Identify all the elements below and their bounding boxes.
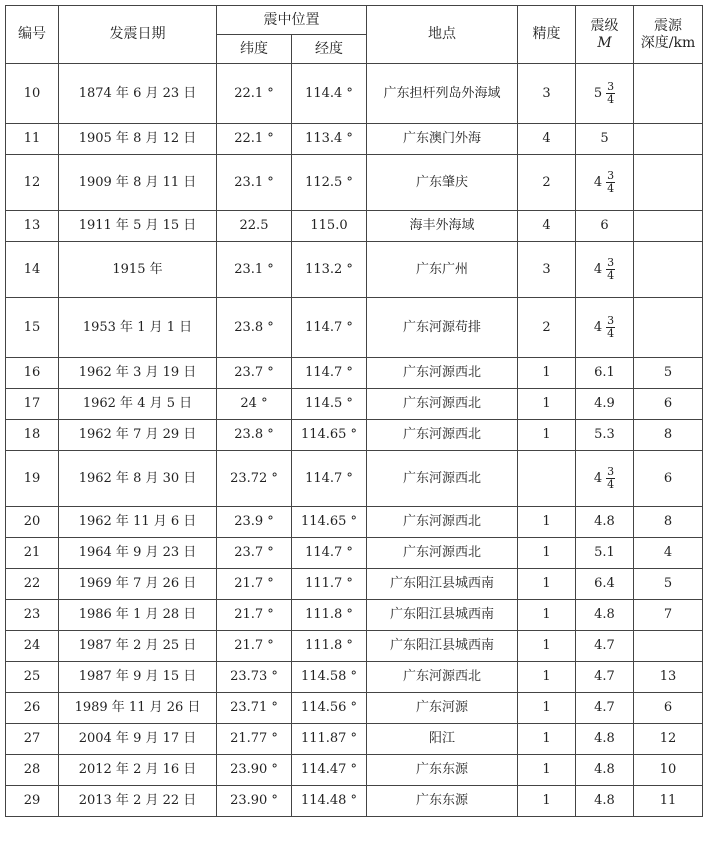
cell-lon: 114.5 ° <box>292 389 367 420</box>
cell-magnitude: 4.8 <box>576 724 634 755</box>
cell-id: 21 <box>6 538 59 569</box>
cell-id: 16 <box>6 358 59 389</box>
cell-location: 广东阳江县城西南 <box>367 600 518 631</box>
magnitude-integer: 4 <box>593 262 603 277</box>
table-row <box>6 242 703 298</box>
cell-id: 25 <box>6 662 59 693</box>
cell-lat: 23.72 ° <box>217 451 292 507</box>
magnitude-fraction <box>606 315 615 340</box>
cell-location: 广东阳江县城西南 <box>367 631 518 662</box>
cell-id: 11 <box>6 124 59 155</box>
cell-lon: 114.4 ° <box>292 64 367 124</box>
magnitude-integer: 4 <box>593 320 603 335</box>
cell-lon: 114.7 ° <box>292 451 367 507</box>
cell-location: 广东河源西北 <box>367 451 518 507</box>
cell-date: 1987 年 9 月 15 日 <box>59 662 217 693</box>
cell-magnitude <box>576 298 634 358</box>
cell-date: 1987 年 2 月 25 日 <box>59 631 217 662</box>
cell-id: 26 <box>6 693 59 724</box>
cell-date: 1911 年 5 月 15 日 <box>59 211 217 242</box>
cell-precision: 2 <box>518 298 576 358</box>
fraction-numerator: 3 <box>607 464 615 478</box>
cell-depth: 8 <box>634 420 703 451</box>
cell-magnitude: 6.4 <box>576 569 634 600</box>
header-lon: 经度 <box>292 35 367 64</box>
cell-location: 广东阳江县城西南 <box>367 569 518 600</box>
cell-location: 广东河源西北 <box>367 507 518 538</box>
cell-date: 1905 年 8 月 12 日 <box>59 124 217 155</box>
header-depth-line1: 震源 <box>654 17 682 34</box>
cell-lat: 22.1 ° <box>217 64 292 124</box>
fraction-numerator: 3 <box>607 255 615 269</box>
cell-magnitude: 5 <box>576 124 634 155</box>
fraction-numerator: 3 <box>607 313 615 327</box>
magnitude-fraction <box>606 170 615 195</box>
cell-id: 14 <box>6 242 59 298</box>
cell-id: 22 <box>6 569 59 600</box>
cell-date: 1953 年 1 月 1 日 <box>59 298 217 358</box>
header-epicenter: 震中位置 <box>217 6 367 35</box>
magnitude-fraction <box>606 466 615 491</box>
cell-depth: 6 <box>634 451 703 507</box>
cell-precision: 3 <box>518 242 576 298</box>
cell-magnitude: 5.1 <box>576 538 634 569</box>
cell-depth <box>634 631 703 662</box>
cell-lon: 111.8 ° <box>292 600 367 631</box>
fraction-numerator: 3 <box>607 79 615 93</box>
cell-precision: 1 <box>518 569 576 600</box>
cell-depth: 5 <box>634 569 703 600</box>
table-row <box>6 389 703 420</box>
cell-date: 2012 年 2 月 16 日 <box>59 755 217 786</box>
cell-lon: 114.47 ° <box>292 755 367 786</box>
cell-precision: 2 <box>518 155 576 211</box>
cell-precision: 1 <box>518 420 576 451</box>
cell-precision: 1 <box>518 724 576 755</box>
cell-date: 1962 年 8 月 30 日 <box>59 451 217 507</box>
cell-id: 20 <box>6 507 59 538</box>
cell-depth: 7 <box>634 600 703 631</box>
header-magnitude-line1: 震级 <box>590 17 619 34</box>
cell-date: 1962 年 4 月 5 日 <box>59 389 217 420</box>
header-magnitude-line2: M <box>597 34 612 51</box>
cell-precision: 1 <box>518 631 576 662</box>
cell-magnitude: 6.1 <box>576 358 634 389</box>
cell-precision: 1 <box>518 538 576 569</box>
cell-precision: 1 <box>518 693 576 724</box>
cell-precision: 1 <box>518 755 576 786</box>
cell-id: 27 <box>6 724 59 755</box>
cell-date: 1915 年 <box>59 242 217 298</box>
cell-id: 19 <box>6 451 59 507</box>
header-location: 地点 <box>367 6 518 64</box>
cell-magnitude: 4.7 <box>576 693 634 724</box>
table-row <box>6 724 703 755</box>
header-date: 发震日期 <box>59 6 217 64</box>
cell-magnitude: 4.7 <box>576 662 634 693</box>
cell-location: 广东担杆列岛外海域 <box>367 64 518 124</box>
table-row <box>6 507 703 538</box>
cell-lat: 24 ° <box>217 389 292 420</box>
cell-depth <box>634 124 703 155</box>
cell-lon: 114.7 ° <box>292 358 367 389</box>
cell-depth <box>634 242 703 298</box>
cell-magnitude <box>576 64 634 124</box>
cell-magnitude: 6 <box>576 211 634 242</box>
cell-lon: 115.0 <box>292 211 367 242</box>
header-precision: 精度 <box>518 6 576 64</box>
cell-lon: 112.5 ° <box>292 155 367 211</box>
table-row <box>6 600 703 631</box>
cell-location: 广东河源西北 <box>367 662 518 693</box>
cell-magnitude: 5.3 <box>576 420 634 451</box>
cell-lat: 22.5 <box>217 211 292 242</box>
cell-depth: 8 <box>634 507 703 538</box>
cell-lat: 23.8 ° <box>217 420 292 451</box>
cell-id: 13 <box>6 211 59 242</box>
cell-precision: 1 <box>518 358 576 389</box>
cell-lat: 23.90 ° <box>217 755 292 786</box>
table-row <box>6 211 703 242</box>
cell-date: 1874 年 6 月 23 日 <box>59 64 217 124</box>
cell-lon: 111.7 ° <box>292 569 367 600</box>
earthquake-table <box>5 5 703 817</box>
table-row <box>6 124 703 155</box>
cell-depth: 6 <box>634 693 703 724</box>
header-magnitude <box>576 6 634 64</box>
table-row <box>6 693 703 724</box>
cell-id: 17 <box>6 389 59 420</box>
cell-lat: 23.9 ° <box>217 507 292 538</box>
table-row <box>6 64 703 124</box>
cell-location: 广东河源西北 <box>367 389 518 420</box>
table-row <box>6 569 703 600</box>
cell-precision: 4 <box>518 124 576 155</box>
cell-id: 12 <box>6 155 59 211</box>
magnitude-integer: 4 <box>593 471 603 486</box>
cell-precision: 1 <box>518 786 576 817</box>
cell-lat: 21.77 ° <box>217 724 292 755</box>
cell-location: 广东广州 <box>367 242 518 298</box>
cell-location: 广东东源 <box>367 786 518 817</box>
header-depth <box>634 6 703 64</box>
table-body <box>6 64 703 817</box>
cell-lat: 23.7 ° <box>217 358 292 389</box>
fraction-denominator: 4 <box>607 93 615 106</box>
cell-magnitude: 4.8 <box>576 786 634 817</box>
cell-date: 1986 年 1 月 28 日 <box>59 600 217 631</box>
cell-lon: 113.4 ° <box>292 124 367 155</box>
cell-lon: 114.58 ° <box>292 662 367 693</box>
cell-magnitude: 4.8 <box>576 507 634 538</box>
cell-lat: 22.1 ° <box>217 124 292 155</box>
cell-lon: 114.65 ° <box>292 507 367 538</box>
cell-lat: 23.90 ° <box>217 786 292 817</box>
cell-lon: 113.2 ° <box>292 242 367 298</box>
cell-date: 1969 年 7 月 26 日 <box>59 569 217 600</box>
magnitude-integer: 4 <box>593 175 603 190</box>
cell-magnitude: 4.8 <box>576 600 634 631</box>
cell-location: 广东肇庆 <box>367 155 518 211</box>
table-row <box>6 631 703 662</box>
cell-id: 15 <box>6 298 59 358</box>
cell-id: 28 <box>6 755 59 786</box>
table-row <box>6 358 703 389</box>
cell-lat: 21.7 ° <box>217 631 292 662</box>
header-id: 编号 <box>6 6 59 64</box>
cell-depth: 10 <box>634 755 703 786</box>
fraction-denominator: 4 <box>607 327 615 340</box>
cell-magnitude <box>576 155 634 211</box>
cell-location: 海丰外海域 <box>367 211 518 242</box>
cell-location: 广东河源西北 <box>367 538 518 569</box>
cell-location: 广东澳门外海 <box>367 124 518 155</box>
cell-lat: 21.7 ° <box>217 569 292 600</box>
cell-lon: 111.8 ° <box>292 631 367 662</box>
cell-depth <box>634 298 703 358</box>
cell-lon: 114.48 ° <box>292 786 367 817</box>
cell-precision: 1 <box>518 662 576 693</box>
cell-id: 23 <box>6 600 59 631</box>
fraction-numerator: 3 <box>607 168 615 182</box>
cell-magnitude <box>576 451 634 507</box>
cell-lat: 23.7 ° <box>217 538 292 569</box>
cell-location: 广东河源西北 <box>367 358 518 389</box>
cell-precision: 4 <box>518 211 576 242</box>
cell-location: 广东东源 <box>367 755 518 786</box>
cell-location: 阳江 <box>367 724 518 755</box>
table-row <box>6 298 703 358</box>
cell-depth <box>634 211 703 242</box>
cell-lat: 23.1 ° <box>217 242 292 298</box>
cell-date: 1962 年 3 月 19 日 <box>59 358 217 389</box>
cell-date: 2013 年 2 月 22 日 <box>59 786 217 817</box>
cell-lat: 21.7 ° <box>217 600 292 631</box>
cell-magnitude: 4.9 <box>576 389 634 420</box>
cell-lon: 114.7 ° <box>292 298 367 358</box>
cell-lat: 23.8 ° <box>217 298 292 358</box>
fraction-denominator: 4 <box>607 269 615 282</box>
cell-magnitude: 4.8 <box>576 755 634 786</box>
cell-date: 1962 年 11 月 6 日 <box>59 507 217 538</box>
cell-depth: 4 <box>634 538 703 569</box>
cell-precision: 3 <box>518 64 576 124</box>
table-row <box>6 451 703 507</box>
magnitude-fraction <box>606 257 615 282</box>
cell-location: 广东河源西北 <box>367 420 518 451</box>
cell-date: 1964 年 9 月 23 日 <box>59 538 217 569</box>
cell-date: 2004 年 9 月 17 日 <box>59 724 217 755</box>
cell-lon: 114.7 ° <box>292 538 367 569</box>
cell-precision: 1 <box>518 600 576 631</box>
header-depth-line2: 深度/km <box>640 34 696 51</box>
cell-depth: 6 <box>634 389 703 420</box>
cell-magnitude <box>576 242 634 298</box>
magnitude-integer: 5 <box>593 86 603 101</box>
cell-lon: 114.65 ° <box>292 420 367 451</box>
cell-date: 1989 年 11 月 26 日 <box>59 693 217 724</box>
table-row <box>6 755 703 786</box>
table-row <box>6 662 703 693</box>
cell-date: 1962 年 7 月 29 日 <box>59 420 217 451</box>
magnitude-fraction <box>606 81 615 106</box>
cell-location: 广东河源苟排 <box>367 298 518 358</box>
header-lat: 纬度 <box>217 35 292 64</box>
cell-lat: 23.71 ° <box>217 693 292 724</box>
cell-magnitude: 4.7 <box>576 631 634 662</box>
cell-depth: 12 <box>634 724 703 755</box>
cell-lon: 114.56 ° <box>292 693 367 724</box>
cell-depth <box>634 155 703 211</box>
table-row <box>6 786 703 817</box>
cell-id: 18 <box>6 420 59 451</box>
cell-lat: 23.1 ° <box>217 155 292 211</box>
table-row <box>6 420 703 451</box>
cell-id: 10 <box>6 64 59 124</box>
cell-depth: 13 <box>634 662 703 693</box>
cell-depth <box>634 64 703 124</box>
cell-date: 1909 年 8 月 11 日 <box>59 155 217 211</box>
table-row <box>6 538 703 569</box>
cell-lat: 23.73 ° <box>217 662 292 693</box>
cell-precision <box>518 451 576 507</box>
cell-id: 29 <box>6 786 59 817</box>
cell-precision: 1 <box>518 507 576 538</box>
fraction-denominator: 4 <box>607 182 615 195</box>
cell-depth: 5 <box>634 358 703 389</box>
fraction-denominator: 4 <box>607 478 615 491</box>
cell-lon: 111.87 ° <box>292 724 367 755</box>
cell-id: 24 <box>6 631 59 662</box>
cell-location: 广东河源 <box>367 693 518 724</box>
cell-depth: 11 <box>634 786 703 817</box>
table-row <box>6 155 703 211</box>
cell-precision: 1 <box>518 389 576 420</box>
